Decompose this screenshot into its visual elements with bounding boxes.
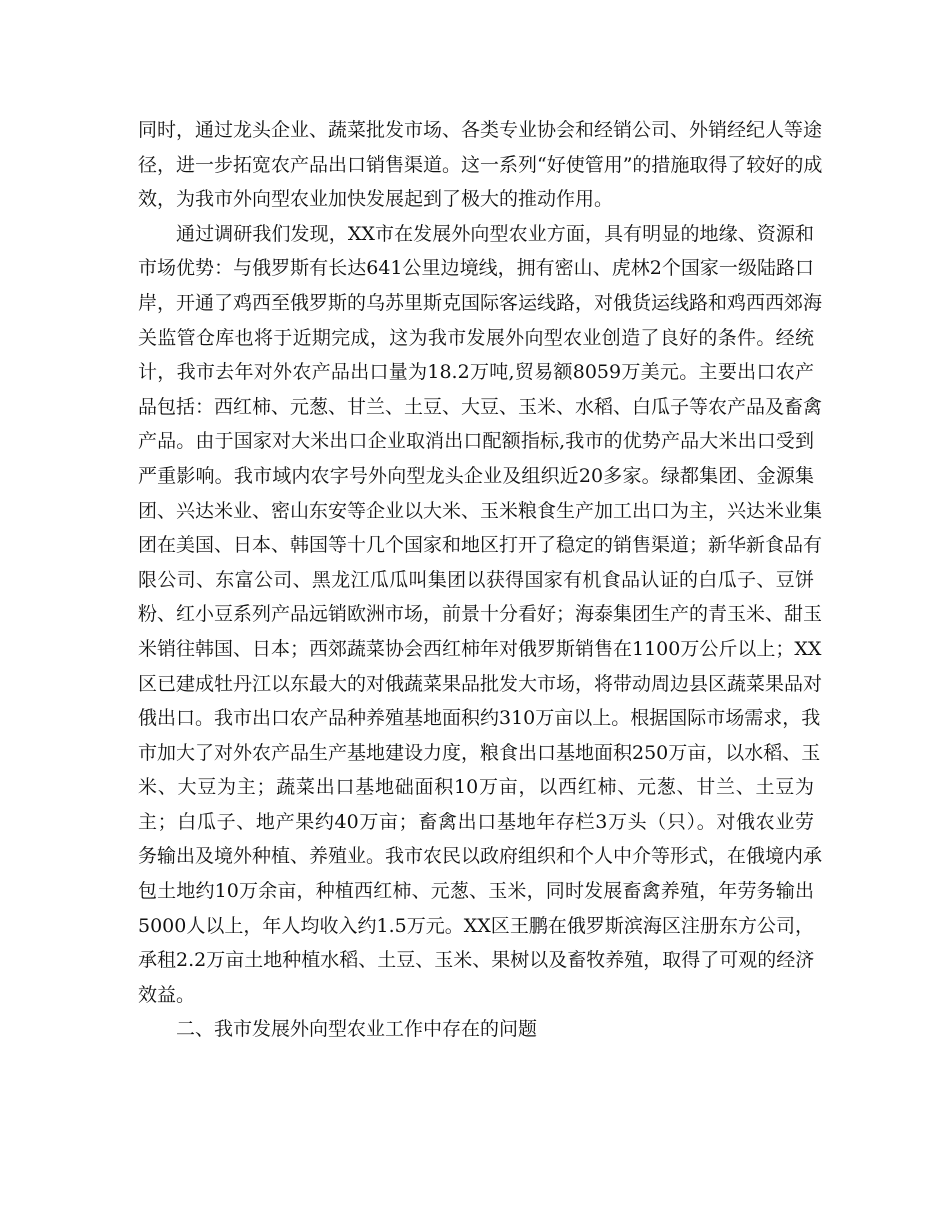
text-line: 径，进一步拓宽农产品出口销售渠道。这一系列“好使管用”的措施取得了较好的成 <box>138 153 823 176</box>
section-heading: 二、我市发展外向型农业工作中存在的问题 <box>176 1018 538 1041</box>
text-line: 效益。 <box>138 983 196 1006</box>
text-line: 团、兴达米业、密山东安等企业以大米、玉米粮食生产加工出口为主，兴达米业集 <box>138 499 823 522</box>
text-line: 计，我市去年对外农产品出口量为18.2万吨,贸易额8059万美元。主要出口农产 <box>138 361 814 384</box>
text-line: 通过调研我们发现，XX市在发展外向型农业方面，具有明显的地缘、资源和 <box>176 222 814 245</box>
text-line: 产品。由于国家对大米出口企业取消出口配额指标,我市的优势产品大米出口受到 <box>138 430 814 453</box>
text-line: 团在美国、日本、韩国等十几个国家和地区打开了稳定的销售渠道；新华新食品有 <box>138 534 823 557</box>
text-line: 包土地约10万余亩，种植西红柿、元葱、玉米，同时发展畜禽养殖，年劳务输出 <box>138 880 814 903</box>
text-line: 关监管仓库也将于近期完成，这为我市发展外向型农业创造了良好的条件。经统 <box>138 326 814 349</box>
text-line: 米、大豆为主；蔬菜出口基地础面积10万亩，以西红柿、元葱、甘兰、土豆为 <box>138 776 814 799</box>
text-line: 米销往韩国、日本；西郊蔬菜协会西红柿年对俄罗斯销售在1100万公斤以上；XX <box>138 637 822 660</box>
text-line: 务输出及境外种植、养殖业。我市农民以政府组织和个人中介等形式，在俄境内承 <box>138 845 823 868</box>
text-line: 同时，通过龙头企业、蔬菜批发市场、各类专业协会和经销公司、外销经纪人等途 <box>138 119 823 141</box>
text-line: 限公司、东富公司、黑龙江瓜瓜叫集团以获得国家有机食品认证的白瓜子、豆饼 <box>138 568 814 591</box>
text-line: 岸，开通了鸡西至俄罗斯的乌苏里斯克国际客运线路，对俄货运线路和鸡西西郊海 <box>138 291 823 314</box>
text-line: 主；白瓜子、地产果约40万亩；畜禽出口基地年存栏3万头（只）。对俄农业劳 <box>138 810 814 833</box>
text-line: 效，为我市外向型农业加快发展起到了极大的推动作用。 <box>138 188 614 211</box>
paragraph-1 <box>138 113 823 217</box>
document-body <box>138 113 823 1047</box>
text-line: 市场优势：与俄罗斯有长达641公里边境线，拥有密山、虎林2个国家一级陆路口 <box>138 257 814 280</box>
text-line: 粉、红小豆系列产品远销欧洲市场，前景十分看好；海泰集团生产的青玉米、甜玉 <box>138 603 823 626</box>
text-line: 严重影响。我市域内农字号外向型龙头企业及组织近20多家。绿都集团、金源集 <box>138 464 814 487</box>
text-line: 市加大了对外农产品生产基地建设力度，粮食出口基地面积250万亩，以水稻、玉 <box>138 741 821 764</box>
text-line: 品包括：西红柿、元葱、甘兰、土豆、大豆、玉米、水稻、白瓜子等农产品及畜禽 <box>138 395 823 418</box>
text-line: 俄出口。我市出口农产品种养殖基地面积约310万亩以上。根据国际市场需求，我 <box>138 707 821 730</box>
text-line: 承租2.2万亩土地种植水稻、土豆、玉米、果树以及畜牧养殖，取得了可观的经济 <box>138 949 815 972</box>
text-line: 5000人以上，年人均收入约1.5万元。XX区王鹏在俄罗斯滨海区注册东方公司， <box>138 914 814 937</box>
paragraph-2 <box>138 217 823 1013</box>
text-line: 区已建成牡丹江以东最大的对俄蔬菜果品批发大市场，将带动周边县区蔬菜果品对 <box>138 672 823 695</box>
